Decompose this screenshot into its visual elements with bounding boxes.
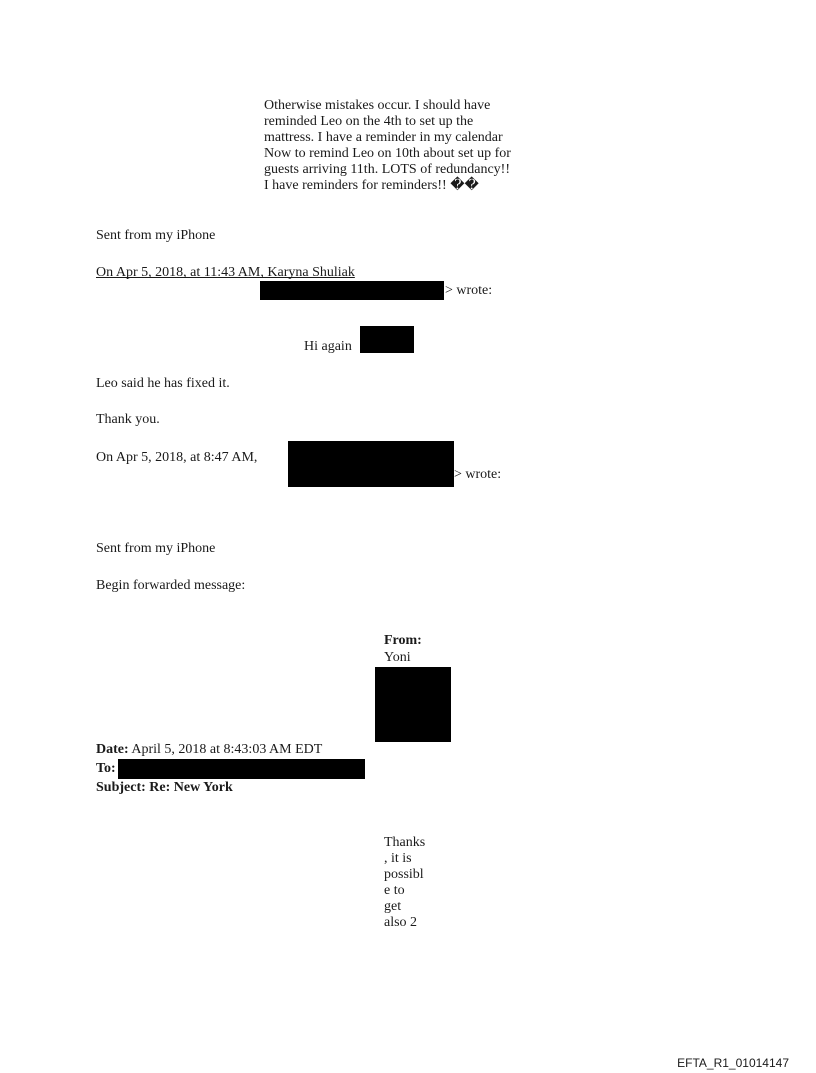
thank-you-text: Thank you. [96,412,160,427]
quoted-line: mattress. I have a reminder in my calendar [264,130,503,145]
reply-header-2-text: On Apr 5, 2018, at 8:47 AM, [96,450,258,465]
quoted-line: guests arriving 11th. LOTS of redundancy!! [264,162,510,177]
sent-from-iphone-2: Sent from my iPhone [96,541,216,556]
quoted-line: reminded Leo on the 4th to set up the [264,114,474,129]
reply-header-1-wrote: > wrote: [445,283,493,298]
date-label: Date: [96,742,129,757]
thanks-line: e to [384,883,405,898]
redaction-box [118,759,365,779]
reply-header-2-wrote: > wrote: [454,467,502,482]
reply-header-1 [96,265,355,281]
quoted-line: Otherwise mistakes occur. I should have [264,98,491,113]
quoted-line: Now to remind Leo on 10th about set up for [264,146,511,161]
thanks-line: also 2 [384,915,418,930]
reply-header-1-text: On Apr 5, 2018, at 11:43 AM, Karyna Shuliak [96,265,355,280]
date-value: April 5, 2018 at 8:43:03 AM EDT [128,742,323,757]
thanks-line: , it is [384,851,412,866]
subject-line: Subject: Re: New York [96,780,233,795]
quoted-message-block [264,98,511,194]
redaction-box [288,441,454,487]
sent-from-iphone-1: Sent from my iPhone [96,228,216,243]
hi-again-text: Hi again [304,339,352,354]
from-value: Yoni [384,650,411,665]
thanks-line: possibl [384,867,424,882]
quoted-line: I have reminders for reminders!! �� [264,178,479,193]
thanks-line: get [384,899,402,914]
date-line [96,742,322,758]
begin-forwarded-text: Begin forwarded message: [96,578,246,593]
redaction-box [260,281,444,300]
thanks-message-block [384,835,425,931]
leo-fixed-text: Leo said he has fixed it. [96,376,230,391]
redaction-box [360,326,414,353]
redaction-box [375,667,451,742]
to-label: To: [96,761,116,776]
thanks-line: Thanks [384,835,426,850]
from-label: From: [384,633,422,648]
document-id-footer: EFTA_R1_01014147 [677,1056,789,1070]
